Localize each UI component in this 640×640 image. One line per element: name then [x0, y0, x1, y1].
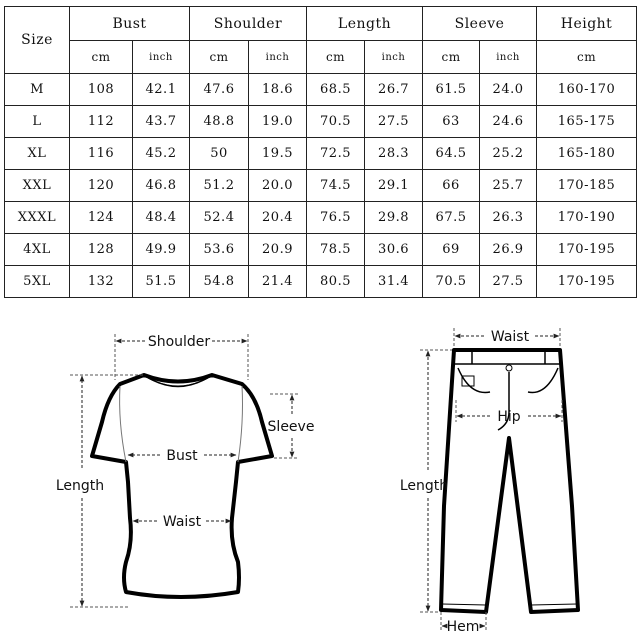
- measurement-cell: 25.7: [480, 170, 537, 202]
- measurement-cell: 69: [423, 234, 480, 266]
- measurement-cell: 27.5: [365, 106, 423, 138]
- measurement-cell: 26.3: [480, 202, 537, 234]
- size-label-cell: XL: [5, 138, 70, 170]
- measurement-cell: 66: [423, 170, 480, 202]
- unit-cell: cm: [70, 41, 133, 74]
- size-label-cell: XXL: [5, 170, 70, 202]
- size-row: [5, 202, 637, 234]
- measurement-cell: 20.4: [249, 202, 307, 234]
- tshirt-seam-left: [120, 386, 126, 462]
- size-row: [5, 106, 637, 138]
- length-label: Length: [55, 478, 105, 494]
- measurement-cell: 76.5: [307, 202, 365, 234]
- unit-cell: cm: [537, 41, 637, 74]
- unit-row: [5, 41, 637, 74]
- size-chart-table: [4, 6, 637, 298]
- measurement-cell: 20.9: [249, 234, 307, 266]
- measurement-cell: 30.6: [365, 234, 423, 266]
- waist-label: Waist: [162, 514, 202, 530]
- sleeve-label: Sleeve: [267, 419, 315, 435]
- measurement-cell: 51.5: [133, 266, 190, 298]
- measurement-cell: 28.3: [365, 138, 423, 170]
- measurement-cell: 50: [190, 138, 249, 170]
- measurement-cell: 26.9: [480, 234, 537, 266]
- unit-cell: inch: [480, 41, 537, 74]
- unit-cell: cm: [423, 41, 480, 74]
- measurement-cell: 160-170: [537, 74, 637, 106]
- measurement-cell: 48.4: [133, 202, 190, 234]
- measurement-cell: 47.6: [190, 74, 249, 106]
- pants-hip-label: Hip: [497, 409, 521, 425]
- measurement-cell: 19.0: [249, 106, 307, 138]
- unit-cell: inch: [365, 41, 423, 74]
- measurement-cell: 120: [70, 170, 133, 202]
- size-label-cell: M: [5, 74, 70, 106]
- measurement-cell: 43.7: [133, 106, 190, 138]
- measurement-cell: 53.6: [190, 234, 249, 266]
- measurement-cell: 128: [70, 234, 133, 266]
- pants-hem-label: Hem: [446, 619, 480, 635]
- bust-label: Bust: [166, 448, 198, 464]
- sleeve-header: Sleeve: [423, 7, 537, 41]
- size-label-cell: 5XL: [5, 266, 70, 298]
- measurement-cell: 170-195: [537, 266, 637, 298]
- measurement-cell: 48.8: [190, 106, 249, 138]
- measurement-cell: 18.6: [249, 74, 307, 106]
- pants-button: [506, 365, 512, 371]
- measurement-cell: 70.5: [423, 266, 480, 298]
- tshirt-seam-right: [238, 386, 243, 462]
- measurement-cell: 24.6: [480, 106, 537, 138]
- measurement-cell: 112: [70, 106, 133, 138]
- measurement-cell: 108: [70, 74, 133, 106]
- measurement-cell: 63: [423, 106, 480, 138]
- measurement-cell: 170-190: [537, 202, 637, 234]
- measurement-cell: 61.5: [423, 74, 480, 106]
- pants-hem-left: [442, 604, 486, 605]
- measurement-diagrams: [0, 300, 640, 640]
- shoulder-label: Shoulder: [147, 334, 211, 350]
- measurement-cell: 21.4: [249, 266, 307, 298]
- shoulder-header: Shoulder: [190, 7, 307, 41]
- measurement-cell: 78.5: [307, 234, 365, 266]
- size-row: [5, 74, 637, 106]
- height-header: Height: [537, 7, 637, 41]
- measurement-cell: 29.8: [365, 202, 423, 234]
- measurement-cell: 26.7: [365, 74, 423, 106]
- measurement-cell: 80.5: [307, 266, 365, 298]
- measurement-cell: 24.0: [480, 74, 537, 106]
- pants-hem-right: [531, 604, 577, 605]
- measurement-cell: 51.2: [190, 170, 249, 202]
- length-header: Length: [307, 7, 423, 41]
- measurement-cell: 70.5: [307, 106, 365, 138]
- unit-cell: cm: [307, 41, 365, 74]
- size-row: [5, 170, 637, 202]
- measurement-cell: 165-175: [537, 106, 637, 138]
- measurement-cell: 74.5: [307, 170, 365, 202]
- pants-diagram: [400, 328, 578, 635]
- size-label-cell: L: [5, 106, 70, 138]
- measurement-cell: 20.0: [249, 170, 307, 202]
- size-row: [5, 138, 637, 170]
- size-label-cell: XXXL: [5, 202, 70, 234]
- measurement-cell: 25.2: [480, 138, 537, 170]
- measurement-cell: 54.8: [190, 266, 249, 298]
- size-header: Size: [5, 7, 70, 74]
- measurement-cell: 116: [70, 138, 133, 170]
- unit-cell: inch: [249, 41, 307, 74]
- unit-cell: cm: [190, 41, 249, 74]
- measurement-cell: 67.5: [423, 202, 480, 234]
- measurement-cell: 165-180: [537, 138, 637, 170]
- size-table-body: [5, 7, 637, 298]
- measurement-cell: 49.9: [133, 234, 190, 266]
- size-label-cell: 4XL: [5, 234, 70, 266]
- measurement-cell: 72.5: [307, 138, 365, 170]
- measurement-cell: 45.2: [133, 138, 190, 170]
- header-row: [5, 7, 637, 41]
- measurement-cell: 27.5: [480, 266, 537, 298]
- measurement-cell: 124: [70, 202, 133, 234]
- measurement-cell: 29.1: [365, 170, 423, 202]
- unit-cell: inch: [133, 41, 190, 74]
- size-row: [5, 266, 637, 298]
- pants-pocket-right: [528, 368, 558, 393]
- measurement-cell: 19.5: [249, 138, 307, 170]
- pants-length-label: Length: [399, 478, 449, 494]
- measurement-cell: 68.5: [307, 74, 365, 106]
- bust-header: Bust: [70, 7, 190, 41]
- tshirt-diagram: [56, 334, 315, 607]
- measurement-cell: 42.1: [133, 74, 190, 106]
- measurement-cell: 31.4: [365, 266, 423, 298]
- measurement-cell: 46.8: [133, 170, 190, 202]
- measurement-cell: 170-195: [537, 234, 637, 266]
- measurement-cell: 132: [70, 266, 133, 298]
- measurement-cell: 64.5: [423, 138, 480, 170]
- tshirt-outline: [92, 375, 272, 597]
- size-row: [5, 234, 637, 266]
- pants-waist-label: Waist: [490, 329, 530, 345]
- measurement-cell: 170-185: [537, 170, 637, 202]
- measurement-cell: 52.4: [190, 202, 249, 234]
